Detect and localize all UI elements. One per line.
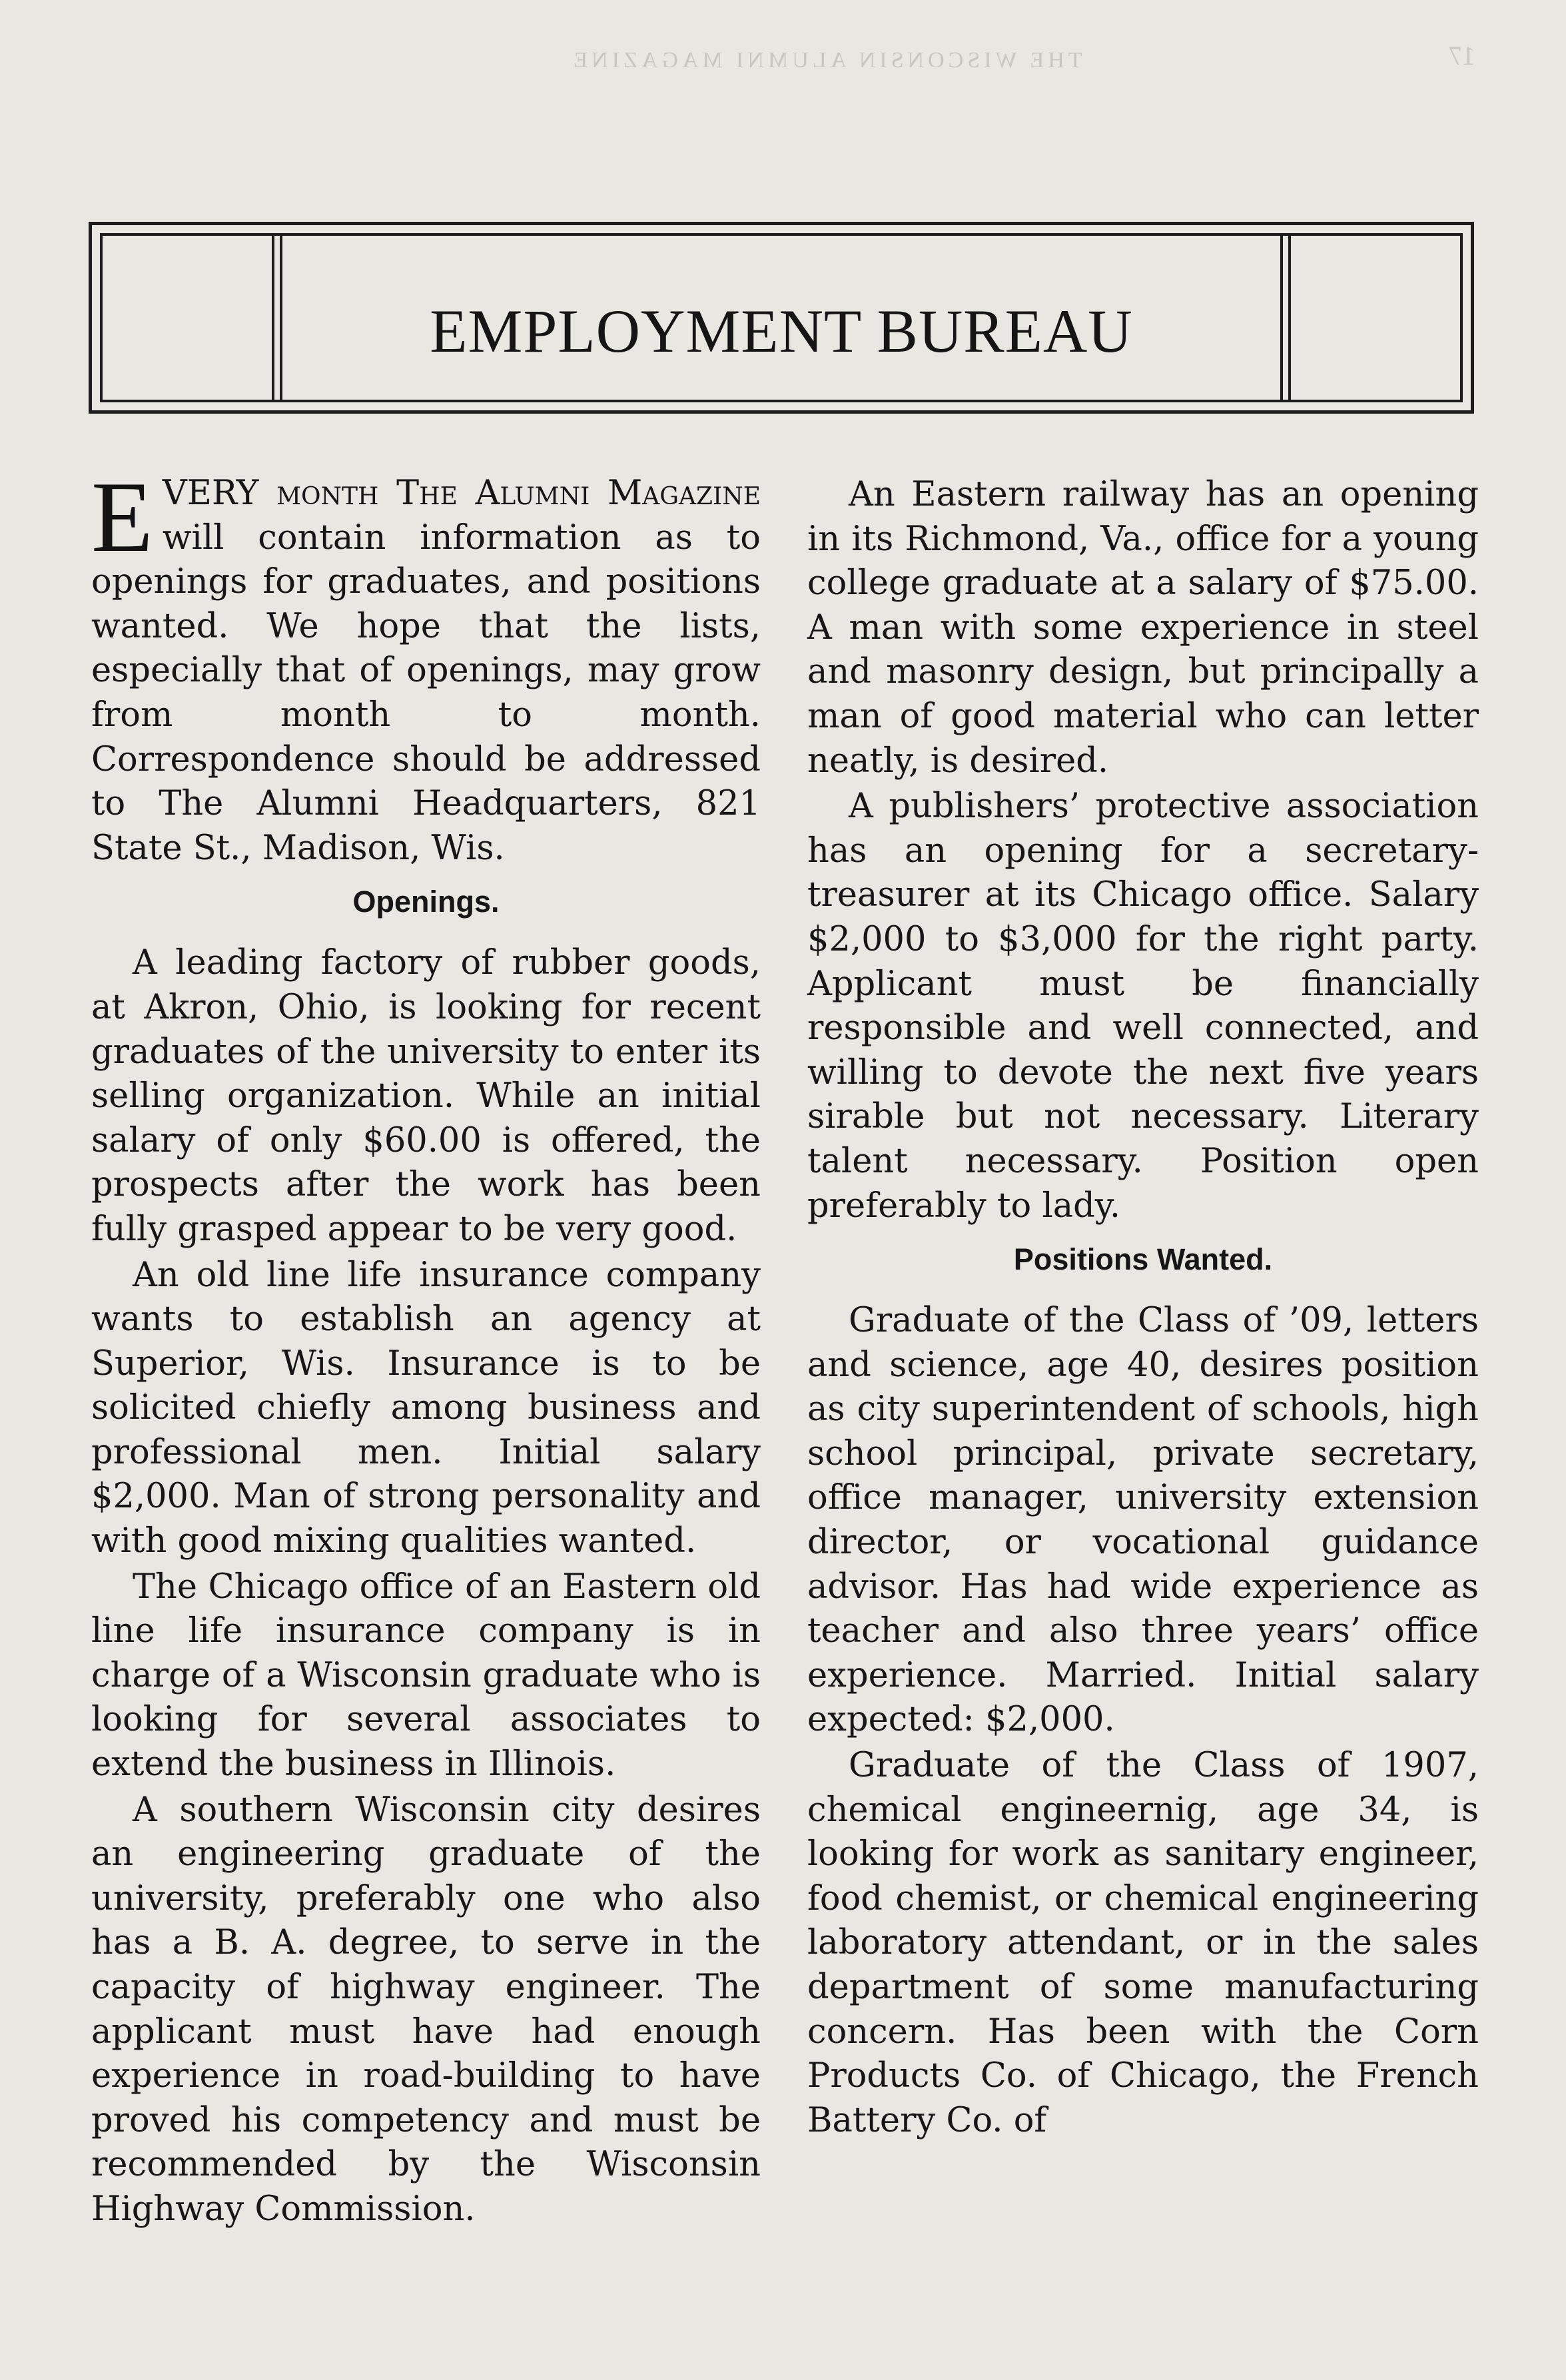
position-wanted-item: Graduate of the Class of ’09, letters and science, age 40, desires position as city superintendent of schools, high school principal, private secretary, office manager, university extension director, or vocational guidance advisor. Has had wide experience as teacher and also three years’ office experience. Married. Initial salary expected: $2,000.: [807, 1301, 1479, 1740]
banner-title: EMPLOYMENT BUREAU: [430, 297, 1133, 365]
dropcap: E: [91, 461, 153, 573]
opening-item: An Eastern railway has an opening in its Richmond, Va., office for a young college graduate at a salary of $75.00. A man with some experience in steel and masonry design, but principally a man of good material who can letter neatly, is desired.: [807, 475, 1479, 781]
openings-heading: Openings.: [352, 885, 500, 919]
magazine-name: The Alumni Magazine: [396, 474, 761, 513]
bleed-through-page-number: 17: [1449, 41, 1475, 71]
opening-item: A southern Wisconsin city desires an engineering graduate of the university, preferably one who also has a B. A. degree, to serve in the capacity of highway engineer. The applicant must have had enough experience in road-building to have proved his competency and must be recommended by the Wisconsin Highway Commission.: [91, 1790, 761, 2229]
left-column: [91, 461, 761, 2232]
bleed-through-running-head: THE WISCONSIN ALUMNI MAGAZINE: [570, 48, 1082, 73]
intro-paragraph: [91, 461, 761, 871]
intro-text: will contain information as to openings for graduates, and positions wanted. We hope that the lists, especially that of openings, may grow from month to month. Correspondence should be addressed to The Alumni Headquarters, 821 State St., Madison, Wis.: [91, 518, 761, 868]
intro-lead-caps: VERY month: [162, 474, 397, 513]
position-wanted-item: Graduate of the Class of 1907, chemical engineernig, age 34, is looking for work as sanitary engineer, food chemist, or chemical engineering laboratory attendant, or in the sales department of some manufacturing concern. Has been with the Corn Products Co. of Chicago, the French Battery Co. of: [807, 1746, 1479, 2140]
banner-frame: [89, 222, 1474, 414]
opening-item: An old line life insurance company wants to establish an agency at Superior, Wis. Insurance is to be solicited chiefly among business and professional men. Initial salary $2,000. Man of strong personality and with good mixing qualities wanted.: [91, 1255, 761, 1561]
positions-wanted-heading: Positions Wanted.: [1013, 1242, 1273, 1277]
opening-item: The Chicago office of an Eastern old line life insurance company is in charge of a Wisconsin graduate who is looking for several associates to extend the business in Illinois.: [91, 1567, 761, 1785]
opening-item: A leading factory of rubber goods, at Akron, Ohio, is looking for recent graduates of the university to enter its selling organization. While an initial salary of only $60.00 is offered, the prospects after the work has been fully grasped appear to be very good.: [91, 943, 761, 1249]
banner-inner-frame: [100, 233, 1463, 402]
right-column: [807, 472, 1479, 2143]
opening-item: A publishers’ protective association has an opening for a secretary-treasurer at its Chicago office. Salary $2,000 to $3,000 for the right party. Applicant must be financially responsible and well connected, and willing to devote the next five years sirable but not necessary. Literary talent necessary. Position open preferably to lady.: [807, 787, 1479, 1226]
